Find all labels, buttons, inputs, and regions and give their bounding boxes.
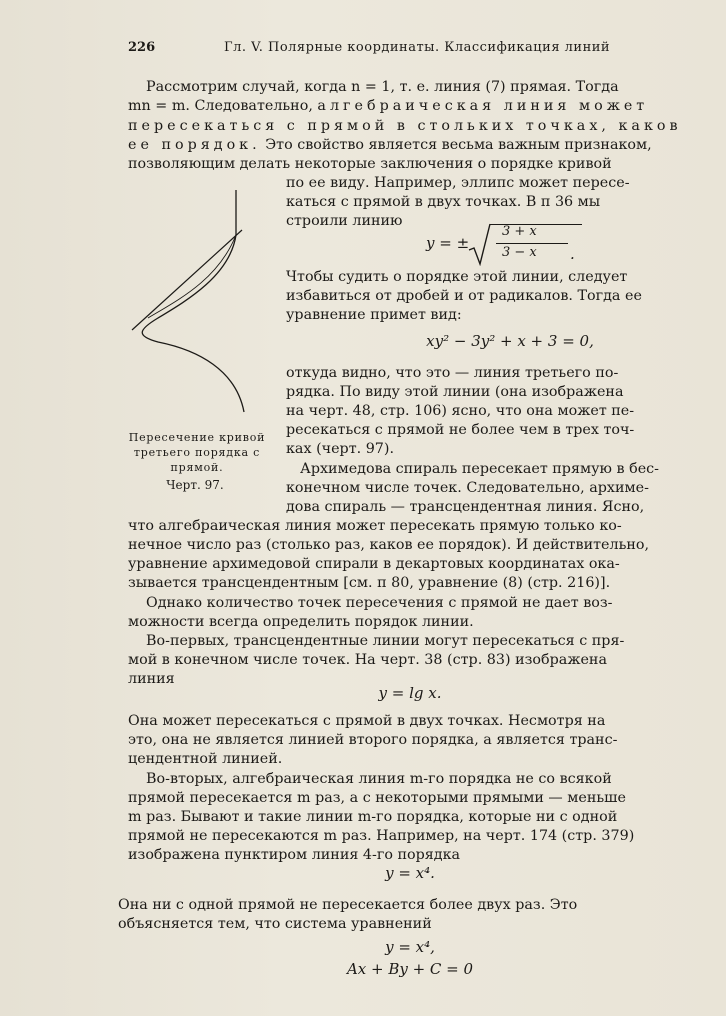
page-header bbox=[128, 40, 708, 62]
formula-log: y = lg x. bbox=[378, 684, 442, 702]
formula-sqrt-denominator: 3 − x bbox=[502, 245, 537, 260]
p3-line2: рядка. По виду этой линии (она изображена bbox=[286, 384, 624, 400]
p3-line5: ках (черт. 97). bbox=[286, 441, 395, 457]
p2-line3: уравнение примет вид: bbox=[286, 307, 462, 323]
formula-quartic: y = x⁴. bbox=[385, 864, 435, 882]
p6-line2: мой в конечном числе точек. На черт. 38 (стр. 83) изображена bbox=[128, 652, 607, 668]
p8-line3: m раз. Бывают и такие линии m-го порядка, которые ни с одной bbox=[128, 809, 618, 825]
p4-line3: дова спираль — трансцендентная линия. Ясно, bbox=[286, 499, 645, 515]
p6-line3: линия bbox=[128, 671, 175, 687]
p8-line4: прямой не пересекаются m раз. Например, на черт. 174 (стр. 379) bbox=[128, 828, 635, 844]
p4-line1: Архимедова спираль пересекает прямую в бес- bbox=[300, 461, 659, 477]
p1-line4b: Это свойство является весьма важным признаком, bbox=[265, 137, 652, 153]
p1-line8: строили линию bbox=[286, 213, 403, 229]
p1-line6: по ее виду. Например, эллипс может пересе- bbox=[286, 175, 630, 191]
p5-line2: можности всегда определить порядок линии. bbox=[128, 614, 474, 630]
formula-sqrt-lhs: y = ± bbox=[426, 234, 470, 252]
p8-line1: Во-вторых, алгебраическая линия m-го порядка не со всякой bbox=[146, 771, 612, 787]
p3-line3: на черт. 48, стр. 106) ясно, что она может пе- bbox=[286, 403, 635, 419]
p4-line4: что алгебраическая линия может пересекать прямую только ко- bbox=[128, 518, 622, 534]
formula-cubic: xy² − 3y² + x + 3 = 0, bbox=[426, 332, 594, 350]
p6-line1: Во-первых, трансцендентные линии могут пересекаться с пря- bbox=[146, 633, 625, 649]
p1-line1: Рассмотрим случай, когда n = 1, т. е. линия (7) прямая. Тогда bbox=[146, 79, 619, 95]
p3-line4: ресекаться с прямой не более чем в трех точ- bbox=[286, 422, 635, 438]
p1-line7: каться с прямой в двух точках. В п 36 мы bbox=[286, 194, 601, 210]
formula-system-line2: Ax + By + C = 0 bbox=[346, 960, 474, 978]
formula-sqrt bbox=[420, 222, 620, 266]
p5-line1: Однако количество точек пересечения с прямой не дает воз- bbox=[146, 595, 613, 611]
p2-line2: избавиться от дробей и от радикалов. Тогда ее bbox=[286, 288, 642, 304]
p1-line4a: ее порядок. bbox=[128, 137, 261, 153]
p4-line6: уравнение архимедовой спирали в декартовых координатах ока- bbox=[128, 556, 620, 572]
p2-line1: Чтобы судить о порядке этой линии, следует bbox=[286, 269, 628, 285]
p4-line2: конечном числе точек. Следовательно, архиме- bbox=[286, 480, 649, 496]
p7-line3: цендентной линией. bbox=[128, 751, 283, 767]
p1-line2b: алгебраическая линия может bbox=[317, 98, 649, 114]
p9-line1: Она ни с одной прямой не пересекается более двух раз. Это bbox=[118, 897, 578, 913]
p7-line1: Она может пересекаться с прямой в двух точках. Несмотря на bbox=[128, 713, 606, 729]
figure-caption: Пересечение кривой третьего порядка с прямой. bbox=[128, 431, 266, 474]
formula-system-line1: y = x⁴, bbox=[385, 938, 435, 956]
p8-line5: изображена пунктиром линия 4-го порядка bbox=[128, 847, 461, 863]
figure-97-drawing bbox=[118, 180, 270, 430]
figure-label: Черт. 97. bbox=[166, 478, 224, 492]
p1-line5: позволяющим делать некоторые заключения о порядке кривой bbox=[128, 156, 612, 172]
p4-line5: нечное число раз (столько раз, каков ее порядок). И действительно, bbox=[128, 537, 650, 553]
curve-middle-branch bbox=[142, 235, 244, 412]
formula-sqrt-numerator: 3 + x bbox=[502, 224, 537, 239]
formula-sqrt-tail: . bbox=[570, 245, 575, 263]
running-title: Гл. V. Полярные координаты. Классификация линий bbox=[224, 40, 611, 55]
page-number: 226 bbox=[128, 40, 156, 55]
p1-line4 bbox=[128, 136, 712, 156]
p9-line2: объясняется тем, что система уравнений bbox=[118, 916, 432, 932]
secant-line bbox=[132, 230, 242, 330]
p1-line2 bbox=[128, 97, 712, 117]
p1-line2a: mn = m. Следовательно, bbox=[128, 98, 313, 114]
p4-line7: зывается трансцендентным [см. п 80, уравнение (8) (стр. 216)]. bbox=[128, 575, 611, 591]
p1-line3: пересекаться с прямой в стольких точках, каков bbox=[128, 118, 682, 134]
radical-sign-icon bbox=[468, 222, 492, 266]
p7-line2: это, она не является линией второго порядка, а является транс- bbox=[128, 732, 618, 748]
p3-line1: откуда видно, что это — линия третьего по- bbox=[286, 365, 619, 381]
p8-line2: прямой пересекается m раз, а с некоторыми прямыми — меньше bbox=[128, 790, 626, 806]
